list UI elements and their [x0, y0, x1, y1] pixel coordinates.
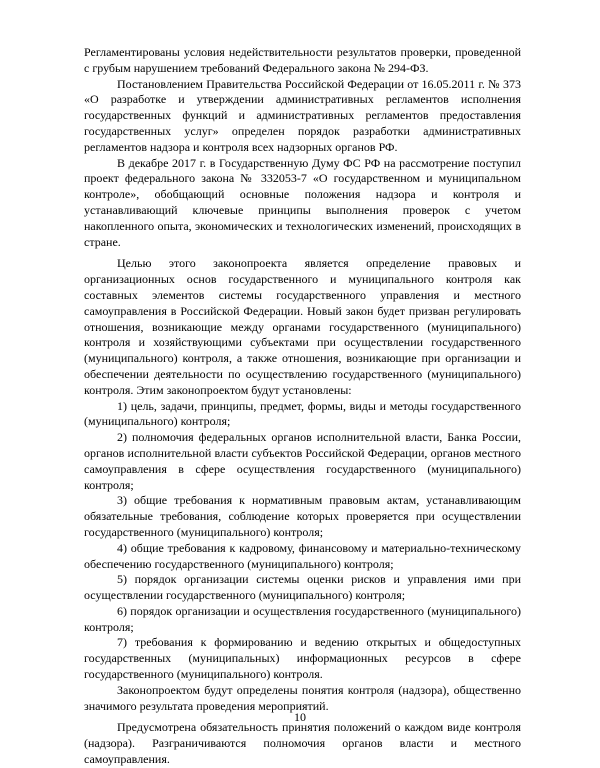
- list-item-5: 5) порядок организации системы оценки рисков и управления ими при осуществлении государственного (муниципального) контроля;: [84, 572, 521, 603]
- paragraph-4: Целью этого законопроекта является определение правовых и организационных основ государственного и муниципального контроля как составных элементов системы государственного управления и местного самоуправления в Российской Федерации. Новый закон будет призван регулировать отношения, возникающие между органами государственного (муниципального) контроля и хозяйствующими субъектами при осуществлении государственного (муниципального) контроля, а также отношения, возникающие при организации и обеспечении деятельности по осуществлению государственного (муниципального) контроля. Этим законопроектом будут установлены:: [84, 256, 521, 397]
- list-item-2: 2) полномочия федеральных органов исполнительной власти, Банка России, органов исполнительной власти субъектов Российской Федерации, органов местного самоуправления в сфере осуществления государственного (муниципального) контроля;: [84, 430, 521, 492]
- list-item-6: 6) порядок организации и осуществления государственного (муниципального) контроля;: [84, 603, 521, 634]
- list-item-7: 7) требования к формированию и ведению открытых и общедоступных государственных (муниципальных) информационных ресурсов в сфере государственного (муниципального) контроля.: [84, 635, 521, 682]
- document-body: [84, 45, 521, 768]
- list-item-3: 3) общие требования к нормативным правовым актам, устанавливающим обязательные требования, соблюдение которых проверяется при осуществлении государственного (муниципального) контроля;: [84, 493, 521, 539]
- list-item-1: 1) цель, задачи, принципы, предмет, формы, виды и методы государственного (муниципального) контроля;: [84, 398, 521, 429]
- list-item-4: 4) общие требования к кадровому, финансовому и материально-техническому обеспечению государственного (муниципального) контроля;: [84, 540, 521, 571]
- paragraph-3: В декабре 2017 г. в Государственную Думу ФС РФ на рассмотрение поступил проект федерального закона № 332053-7 «О государственном и муниципальном контроле», обобщающий основные положения надзора и контроля и устанавливающий ключевые принципы выполнения проверок с учетом накопленного опыта, экономических и технологических изменений, происходящих в стране.: [84, 155, 521, 249]
- paragraph-6: Предусмотрена обязательность принятия положений о каждом виде контроля (надзора). Разграничиваются полномочия органов власти и местного самоуправления.: [84, 720, 521, 767]
- page-number: 10: [294, 710, 306, 724]
- paragraph-5: Законопроектом будут определены понятия контроля (надзора), общественно значимого результата проведения мероприятий.: [84, 682, 521, 713]
- paragraph-1: Регламентированы условия недействительности результатов проверки, проведенной с грубым нарушением требований Федерального закона № 294-ФЗ.: [84, 45, 521, 75]
- paragraph-2: Постановлением Правительства Российской Федерации от 16.05.2011 г. № 373 «О разработке и утверждении административных регламентов исполнения государственных функций и административных регламентов предоставления государственных услуг» определен порядок разработки административных регламентов надзора и контроля всех надзорных органов РФ.: [84, 76, 521, 154]
